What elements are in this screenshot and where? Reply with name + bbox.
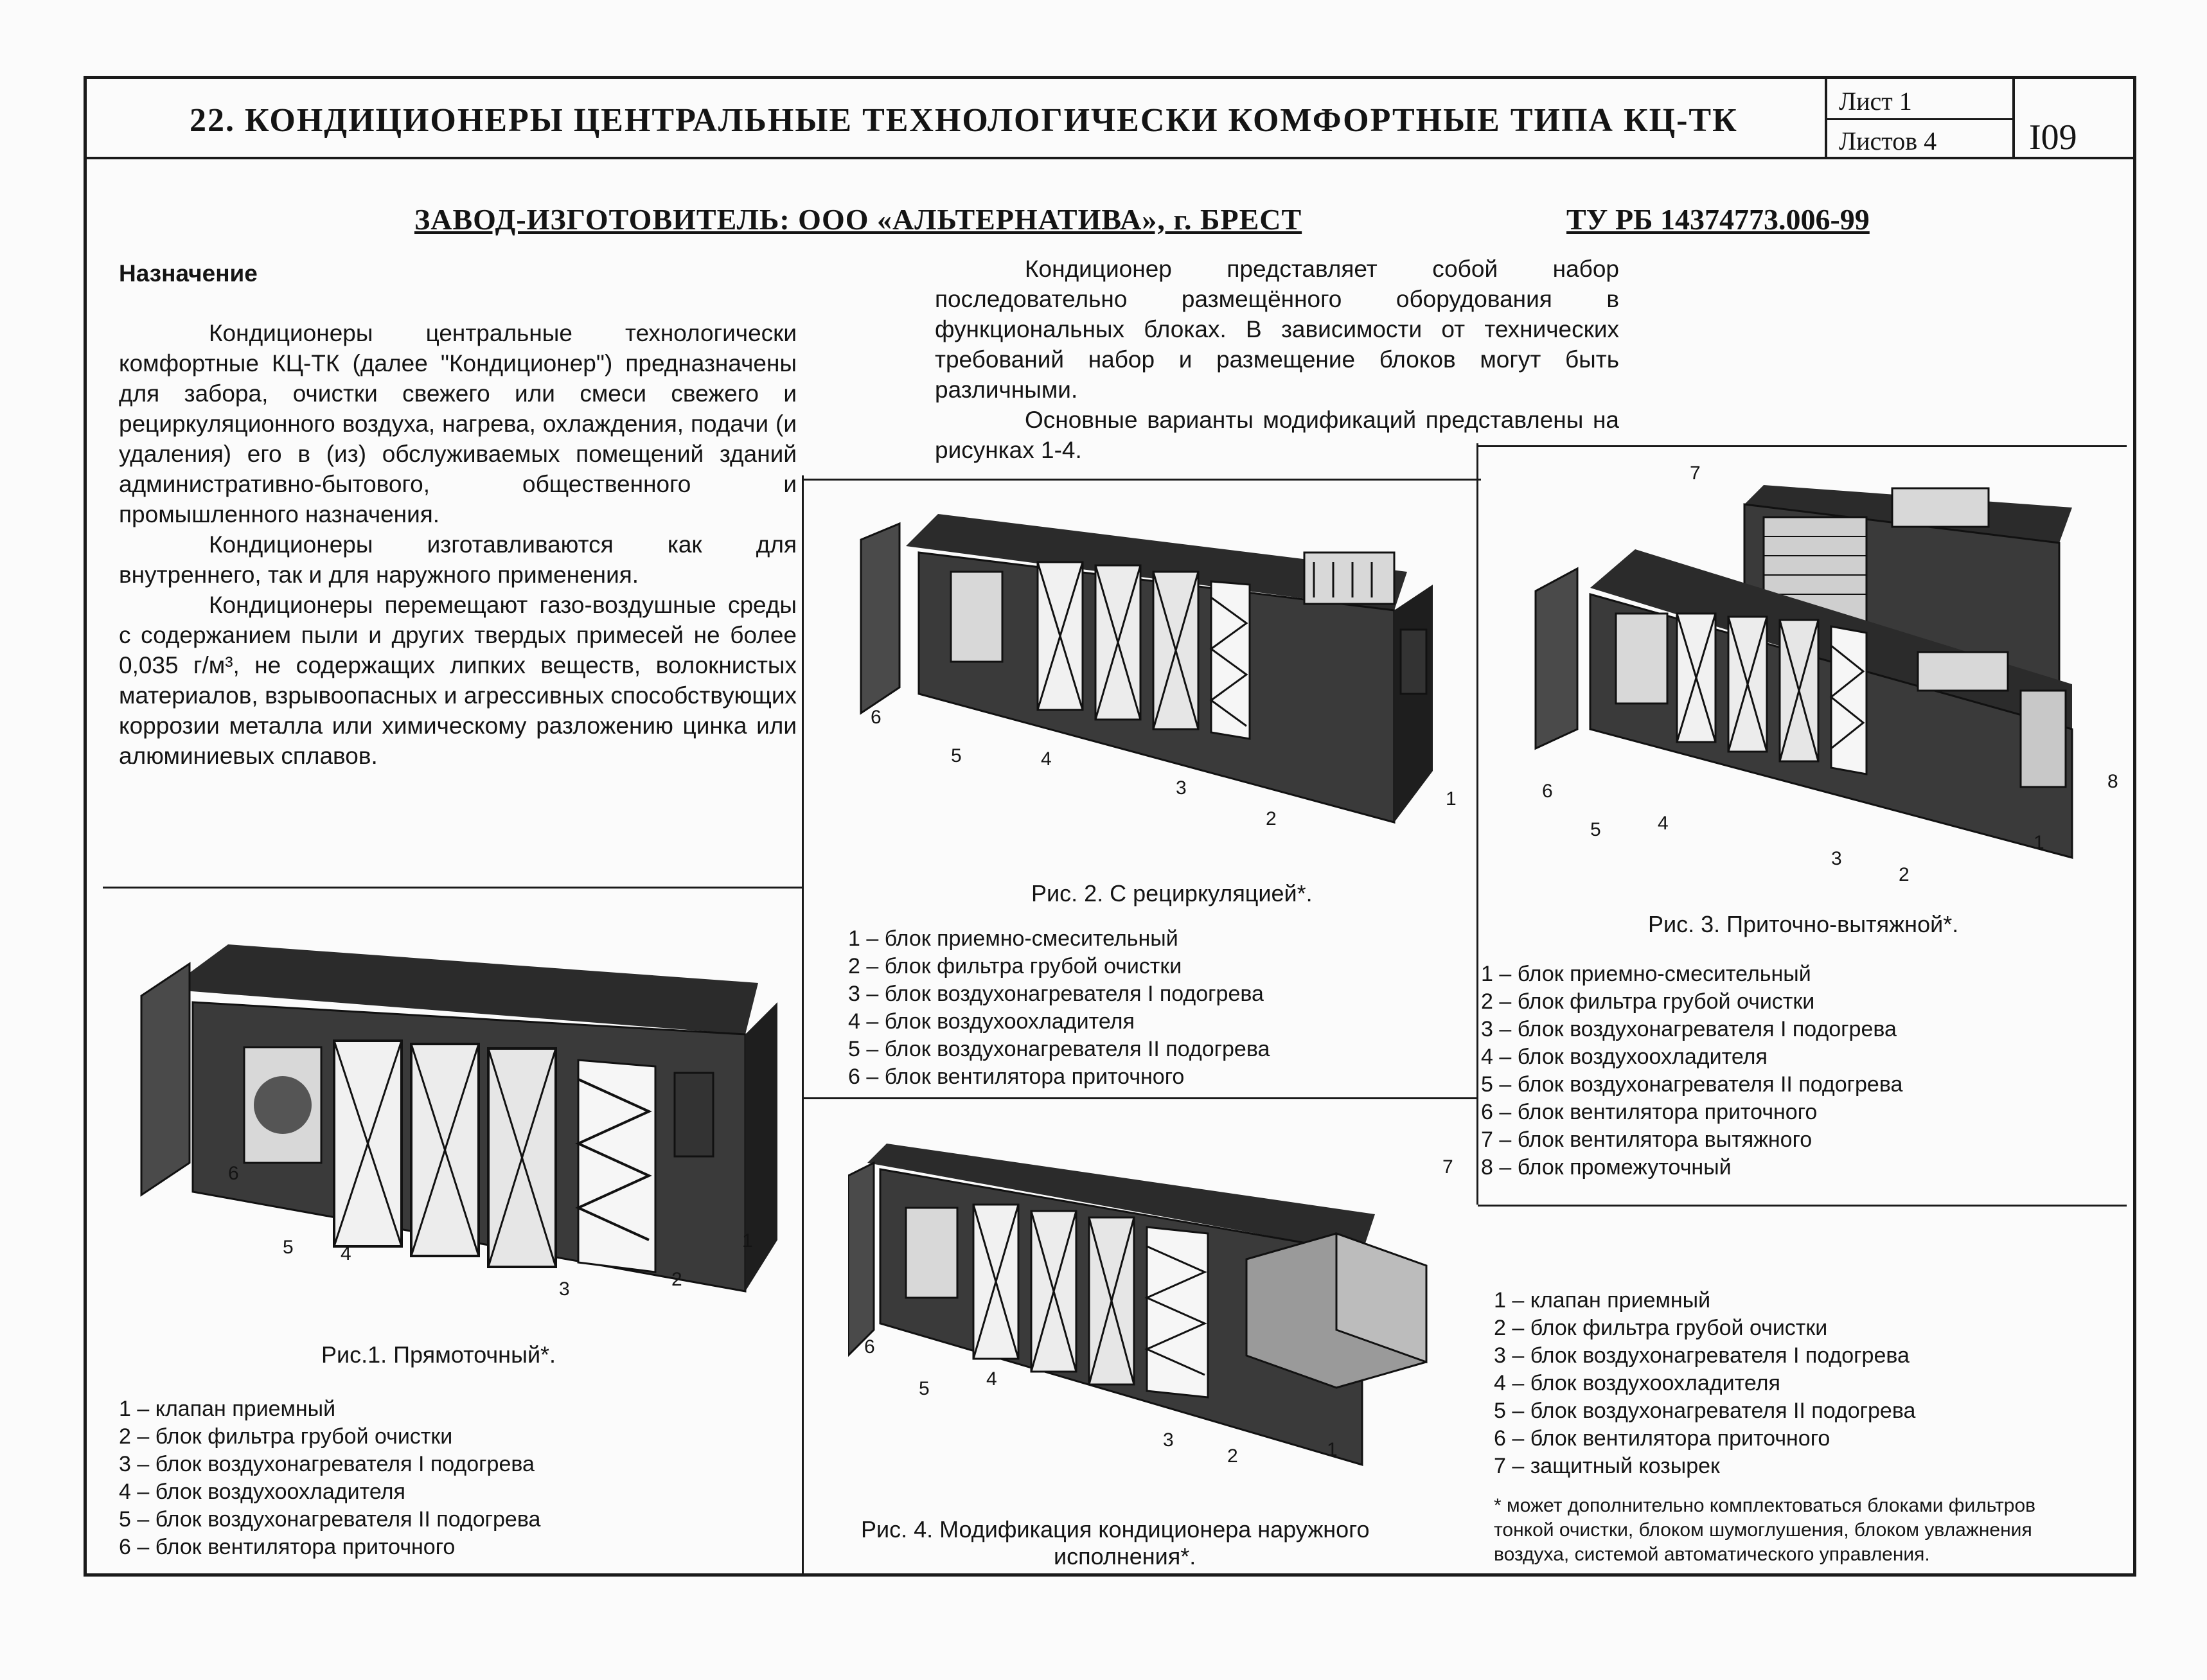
manufacturer-line: ЗАВОД-ИЗГОТОВИТЕЛЬ: ООО «АЛЬТЕРНАТИВА», г. БРЕСТ (414, 203, 1302, 236)
figure-1-legend-item: 1 – клапан приемный (119, 1397, 336, 1421)
figure-4-legend-item: 1 – клапан приемный (1494, 1288, 1711, 1313)
figure-1-caption: Рис.1. Прямоточный*. (321, 1341, 556, 1368)
fig3-callout-7: 7 (1690, 463, 1701, 484)
figure-1-legend-item: 5 – блок воздухонагревателя II подогрева (119, 1507, 541, 1532)
divider-purpose-fig1 (103, 887, 803, 889)
figure-1 (129, 906, 790, 1311)
footnote-line: * может дополнительно комплектоваться блоками фильтров (1494, 1495, 2036, 1516)
fig2-callout-6: 6 (871, 707, 882, 728)
figure-4-caption-line-2: исполнения*. (1054, 1543, 1196, 1569)
fig4-callout-5: 5 (919, 1378, 930, 1399)
purpose-heading: Назначение (119, 260, 258, 287)
figure-4-legend-item: 3 – блок воздухонагревателя I подогрева (1494, 1343, 1910, 1368)
figure-3-legend-item: 3 – блок воздухонагревателя I подогрева (1481, 1017, 1897, 1041)
figure-4-filter-panels (973, 1205, 1208, 1397)
divider-intro-fig2 (803, 479, 1481, 481)
figure-1-legend-item: 3 – блок воздухонагревателя I подогрева (119, 1452, 535, 1476)
fig3-callout-8: 8 (2107, 771, 2118, 792)
figure-3-legend-item: 6 – блок вентилятора приточного (1481, 1100, 1818, 1124)
fig1-callout-5: 5 (283, 1237, 294, 1258)
header-divider (84, 157, 2136, 159)
fig3-callout-4: 4 (1658, 813, 1669, 834)
figure-4-legend-item: 5 – блок воздухонагревателя II подогрева (1494, 1399, 1916, 1423)
purpose-paragraph-3: Кондиционеры перемещают газо-воздушные среды с содержанием пыли и других твердых примесей не более 0,035 г/м³, не содержащих липких веществ, волокнистых материалов, взрывоопасных и агрессивных способствующих коррозии металла или химическому разложению цинка или алюминиевых сплавов. (119, 592, 797, 769)
purpose-text (119, 318, 797, 771)
divider-fig1-fig2 (802, 475, 804, 1574)
divider-fig2-fig3 (1476, 443, 1478, 1205)
fig2-callout-4: 4 (1041, 748, 1052, 770)
fig2-callout-5: 5 (951, 745, 962, 766)
figure-2 (855, 501, 1471, 835)
figure-3-legend-item: 2 – блок фильтра грубой очистки (1481, 989, 1815, 1014)
fig1-callout-4: 4 (341, 1243, 351, 1264)
header-sheet-divider (1825, 118, 2014, 120)
figure-4-legend (1494, 1287, 1915, 1480)
figure-1-filter-panels (334, 1041, 655, 1272)
fig4-callout-4: 4 (986, 1368, 997, 1390)
fig4-callout-2: 2 (1227, 1446, 1238, 1467)
figure-3-legend-item: 8 – блок промежуточный (1481, 1155, 1732, 1180)
footnote-line: воздуха, системой автоматического управления. (1494, 1544, 1930, 1565)
page-title: 22. КОНДИЦИОНЕРЫ ЦЕНТРАЛЬНЫЕ ТЕХНОЛОГИЧЕСКИ КОМФОРТНЫЕ ТИПА КЦ-ТК (190, 102, 1738, 139)
divider-fig2-fig4 (803, 1097, 1478, 1099)
header-sheet-border (1825, 76, 1827, 158)
divider-fig3-bottom (1478, 1205, 2127, 1207)
fig2-callout-1: 1 (1446, 788, 1457, 809)
fig1-callout-6: 6 (228, 1163, 239, 1184)
intro-paragraph-2: Основные варианты модификаций представлены на рисунках 1-4. (935, 407, 1619, 463)
figure-1-legend (119, 1395, 540, 1561)
fig4-callout-7: 7 (1442, 1156, 1453, 1178)
figure-3-legend-item: 5 – блок воздухонагревателя II подогрева (1481, 1072, 1903, 1097)
figure-4-legend-item: 4 – блок воздухоохладителя (1494, 1371, 1780, 1395)
figure-2-legend-item: 2 – блок фильтра грубой очистки (848, 954, 1182, 978)
figure-3-caption: Рис. 3. Приточно-вытяжной*. (1648, 911, 1959, 937)
fig2-callout-2: 2 (1266, 808, 1277, 829)
fig1-callout-1: 1 (742, 1230, 753, 1251)
fig3-callout-2: 2 (1899, 864, 1910, 885)
fig4-callout-6: 6 (864, 1336, 875, 1357)
fig3-callout-6: 6 (1542, 781, 1553, 802)
tu-code: ТУ РБ 14374773.006-99 (1566, 203, 1870, 236)
figure-4-caption-line-1: Рис. 4. Модификация кондиционера наружного (861, 1516, 1370, 1543)
figure-4-legend-item: 6 – блок вентилятора приточного (1494, 1426, 1830, 1451)
figure-1-legend-item: 2 – блок фильтра грубой очистки (119, 1424, 453, 1449)
figure-2-caption: Рис. 2. С рециркуляцией*. (1031, 880, 1313, 906)
sheet-label: Лист 1 (1839, 87, 1912, 116)
figure-1-legend-item: 6 – блок вентилятора приточного (119, 1535, 456, 1559)
fig1-callout-3: 3 (559, 1278, 570, 1300)
sheet-number: I09 (2029, 118, 2077, 157)
figure-3 (1507, 459, 2123, 883)
figure-3-legend-item: 7 – блок вентилятора вытяжного (1481, 1127, 1813, 1152)
footnote (1494, 1494, 2035, 1567)
sheets-count-label: Листов 4 (1839, 127, 1937, 155)
figure-3-legend-item: 1 – блок приемно-смесительный (1481, 962, 1811, 986)
figure-3-legend (1481, 960, 1902, 1181)
figure-4-legend-item: 7 – защитный козырек (1494, 1454, 1720, 1478)
fig3-callout-3: 3 (1831, 848, 1842, 869)
figure-2-legend-item: 4 – блок воздухоохладителя (848, 1009, 1135, 1034)
figure-1-drawing (129, 906, 790, 1311)
figure-2-legend-item: 1 – блок приемно-смесительный (848, 926, 1178, 951)
fig2-callout-3: 3 (1176, 777, 1187, 799)
figure-1-legend-item: 4 – блок воздухоохладителя (119, 1480, 405, 1504)
fig3-callout-1: 1 (2034, 832, 2044, 853)
figure-2-legend-item: 6 – блок вентилятора приточного (848, 1065, 1185, 1089)
figure-4-drawing (848, 1144, 1465, 1503)
figure-4-legend-item: 2 – блок фильтра грубой очистки (1494, 1316, 1828, 1340)
figure-2-legend-item: 5 – блок воздухонагревателя II подогрева (848, 1037, 1270, 1061)
header-number-border (2012, 76, 2015, 158)
figure-2-legend (848, 925, 1270, 1091)
purpose-paragraph-1: Кондиционеры центральные технологически комфортные КЦ-ТК (далее "Кондиционер") предназначены для забора, очистки свежего или смеси свежего и рециркуляционного воздуха, нагрева, охлаждения, подачи (и удаления) его в (из) обслуживаемых помещений зданий административно-бытового, общественного и промышленного назначения. (119, 320, 797, 527)
fig1-callout-2: 2 (671, 1269, 682, 1290)
purpose-paragraph-2: Кондиционеры изготавливаются как для внутреннего, так и для наружного применения. (119, 531, 797, 588)
intro-paragraph-1: Кондиционер представляет собой набор последовательно размещённого оборудования в функциональных блоках. В зависимости от технических требований набор и размещение блоков могут быть различными. (935, 256, 1619, 403)
figure-3-legend-item: 4 – блок воздухоохладителя (1481, 1045, 1768, 1069)
divider-fig3-top (1478, 445, 2127, 447)
fig3-callout-5: 5 (1590, 819, 1601, 840)
figure-4 (848, 1144, 1465, 1503)
fig4-callout-3: 3 (1163, 1429, 1174, 1451)
figure-2-drawing (855, 501, 1471, 835)
footnote-line: тонкой очистки, блоком шумоглушения, блоком увлажнения (1494, 1519, 2032, 1541)
intro-text (935, 254, 1619, 465)
fig4-callout-1: 1 (1327, 1439, 1338, 1460)
figure-2-legend-item: 3 – блок воздухонагревателя I подогрева (848, 982, 1264, 1006)
